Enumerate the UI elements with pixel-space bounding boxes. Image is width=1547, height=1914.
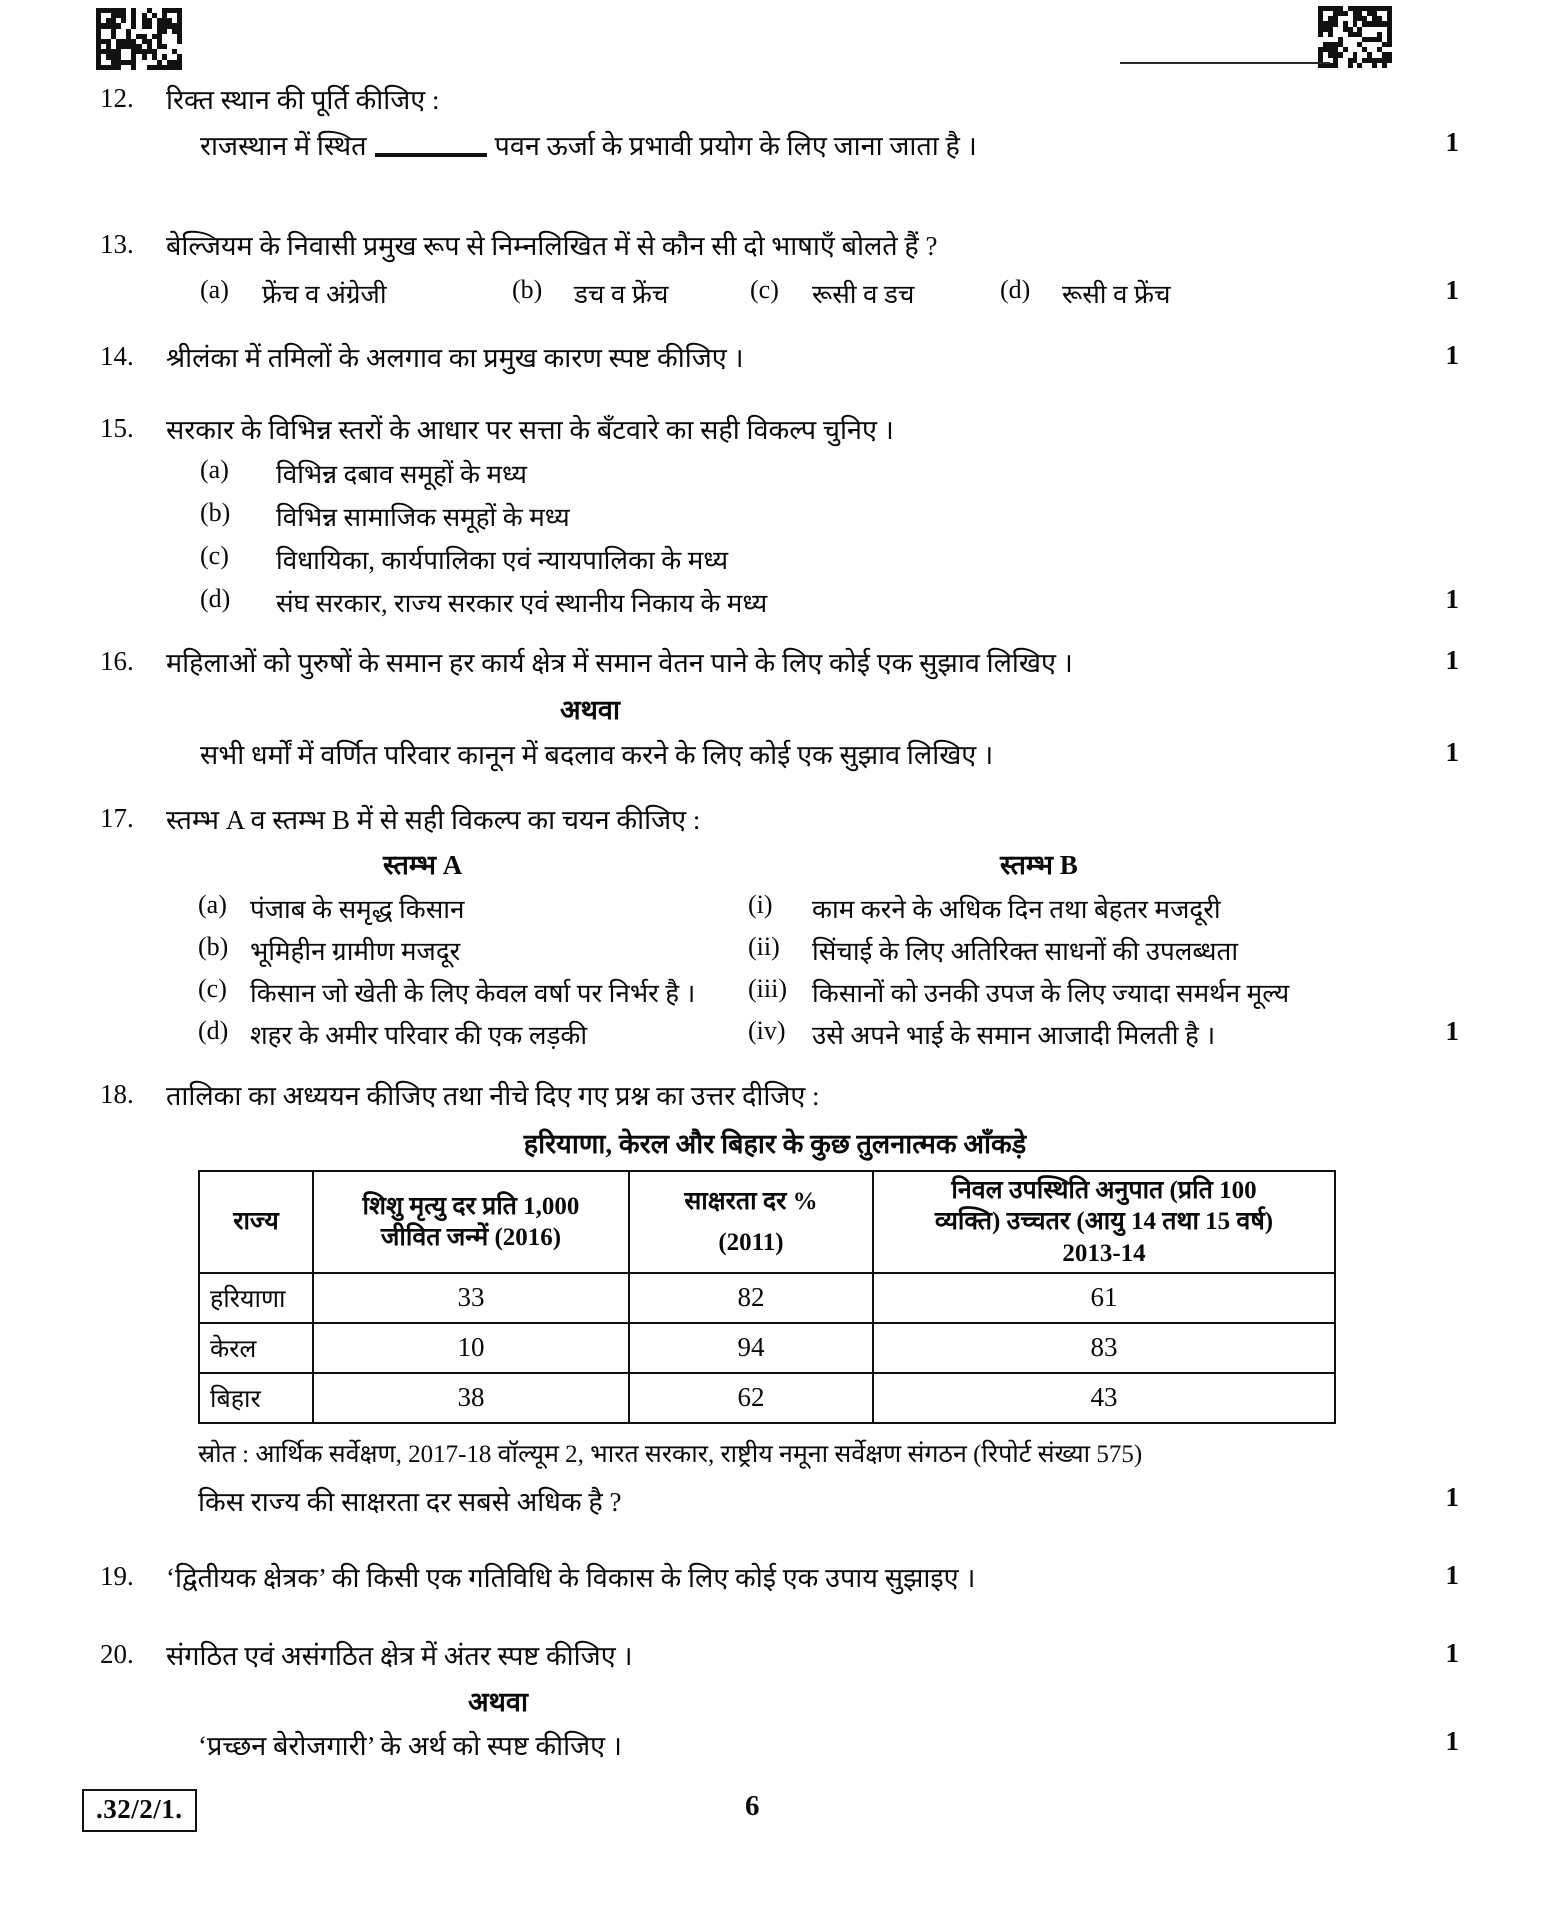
column-a-item-c[interactable]	[198, 974, 695, 1010]
column-b-item-i[interactable]	[748, 890, 1221, 926]
header-net-attendance	[873, 1171, 1335, 1273]
question-13-option-d[interactable]	[1000, 275, 1171, 311]
option-a-text: फ्रेंच व अंग्रेजी	[262, 280, 387, 309]
option-d-text: रूसी व फ्रेंच	[1062, 280, 1171, 309]
question-16-number: 16.	[100, 646, 134, 676]
column-a-label-a: (a)	[198, 890, 227, 919]
column-a-label-c: (c)	[198, 974, 227, 1003]
option-b-text: विभिन्न सामाजिक समूहों के मध्य	[276, 503, 570, 532]
header-imr-line1: शिशु मृत्यु दर प्रति 1,000	[362, 1192, 580, 1220]
column-b-label-ii: (ii)	[748, 932, 780, 961]
question-20-alt-text: ‘प्रच्छन बेरोजगारी’ के अर्थ को स्पष्ट कीजिए ।	[198, 1731, 623, 1761]
column-b-text-iii: किसानों को उनकी उपज के लिए ज्यादा समर्थन मूल्य	[812, 979, 1290, 1008]
header-state: राज्य	[199, 1171, 313, 1273]
option-a-label: (a)	[200, 275, 229, 304]
column-b-text-iv: उसे अपने भाई के समान आजादी मिलती है ।	[812, 1021, 1216, 1050]
cell-imr: 38	[313, 1373, 629, 1423]
column-b-item-iii[interactable]	[748, 974, 1289, 1010]
cell-state: हरियाणा	[199, 1273, 313, 1323]
option-d-label: (d)	[200, 584, 231, 613]
question-14-marks: 1	[1445, 340, 1459, 370]
question-20-alt-marks: 1	[1445, 1726, 1459, 1756]
question-18-number: 18.	[100, 1079, 134, 1109]
question-13-text: बेल्जियम के निवासी प्रमुख रूप से निम्नलिखित में से कौन सी दो भाषाएँ बोलते हैं ?	[166, 231, 938, 261]
cell-literacy: 82	[629, 1273, 873, 1323]
question-20-text: संगठित एवं असंगठित क्षेत्र में अंतर स्पष्ट कीजिए ।	[166, 1641, 633, 1671]
option-c-text: विधायिका, कार्यपालिका एवं न्यायपालिका के मध्य	[276, 546, 729, 575]
question-20-or-label: अथवा	[468, 1687, 528, 1717]
question-13-option-b[interactable]	[512, 275, 668, 311]
question-16-or-label: अथवा	[560, 695, 620, 725]
cell-state: बिहार	[199, 1373, 313, 1423]
paper-code-badge: .32/2/1.	[82, 1789, 197, 1832]
header-spacer	[636, 1217, 866, 1227]
question-19-marks: 1	[1445, 1560, 1459, 1590]
column-a-item-a[interactable]	[198, 890, 464, 926]
option-c-text: रूसी व डच	[812, 280, 915, 309]
column-a-text-a: पंजाब के समृद्ध किसान	[250, 895, 465, 924]
header-literacy-line2: (2011)	[718, 1228, 784, 1256]
column-b-label-i: (i)	[748, 890, 773, 919]
cell-literacy: 94	[629, 1323, 873, 1373]
column-a-item-b[interactable]	[198, 932, 460, 968]
question-13-option-a[interactable]	[200, 275, 387, 311]
question-18	[100, 1078, 820, 1114]
table-header-row	[199, 1171, 1335, 1273]
question-12-blank-prefix: राजस्थान में स्थित	[200, 131, 367, 161]
question-17-text: स्तम्भ A व स्तम्भ B में से सही विकल्प का चयन कीजिए :	[166, 805, 701, 835]
cell-nar: 43	[873, 1373, 1335, 1423]
question-15-option-c[interactable]	[200, 541, 728, 577]
question-20	[100, 1638, 633, 1674]
question-15-text: सरकार के विभिन्न स्तरों के आधार पर सत्ता के बँटवारे का सही विकल्प चुनिए ।	[166, 415, 894, 445]
question-14	[100, 340, 744, 376]
page-number: 6	[745, 1790, 760, 1822]
cell-nar: 83	[873, 1323, 1335, 1373]
question-12	[100, 82, 439, 118]
header-infant-mortality	[313, 1171, 629, 1273]
question-16	[100, 645, 1073, 681]
question-12-marks: 1	[1445, 127, 1459, 157]
column-b-label-iii: (iii)	[748, 974, 787, 1003]
table-row	[199, 1323, 1335, 1373]
question-16-alternative	[200, 737, 993, 773]
header-rule	[1120, 62, 1330, 64]
header-nar-line1: निवल उपस्थिति अनुपात (प्रति 100	[951, 1177, 1257, 1204]
question-16-alt-text: सभी धर्मों में वर्णित परिवार कानून में बदलाव करने के लिए कोई एक सुझाव लिखिए ।	[200, 740, 994, 770]
question-17-marks: 1	[1445, 1016, 1459, 1046]
header-nar-line3: 2013-14	[1062, 1239, 1146, 1267]
question-18-subquestion: किस राज्य की साक्षरता दर सबसे अधिक है ?	[198, 1487, 622, 1517]
table-row	[199, 1373, 1335, 1423]
header-literacy	[629, 1171, 873, 1273]
question-19-text: ‘द्वितीयक क्षेत्रक’ की किसी एक गतिविधि के विकास के लिए कोई एक उपाय सुझाइए ।	[166, 1563, 976, 1593]
question-16-alt-marks: 1	[1445, 737, 1459, 767]
option-a-label: (a)	[200, 455, 229, 484]
question-20-marks: 1	[1445, 1638, 1459, 1668]
cell-literacy: 62	[629, 1373, 873, 1423]
header-nar-line2: व्यक्ति) उच्चतर (आयु 14 तथा 15 वर्ष)	[934, 1208, 1274, 1236]
column-b-item-ii[interactable]	[748, 932, 1238, 968]
header-imr-line2: जीवित जन्में (2016)	[380, 1223, 562, 1251]
question-20-number: 20.	[100, 1639, 134, 1669]
question-12-text: रिक्त स्थान की पूर्ति कीजिए :	[166, 85, 440, 115]
option-b-text: डच व फ्रेंच	[574, 280, 669, 309]
qr-code-left-icon	[96, 8, 182, 70]
question-15-option-b[interactable]	[200, 498, 570, 534]
column-a-text-d: शहर के अमीर परिवार की एक लड़की	[250, 1021, 588, 1050]
question-16-marks: 1	[1445, 645, 1459, 675]
column-b-text-i: काम करने के अधिक दिन तथा बेहतर मजदूरी	[812, 895, 1221, 924]
cell-imr: 33	[313, 1273, 629, 1323]
table-title: हरियाणा, केरल और बिहार के कुछ तुलनात्मक आँकड़े	[523, 1129, 1027, 1159]
question-15	[100, 412, 894, 448]
question-13-number: 13.	[100, 229, 134, 259]
option-a-text: विभिन्न दबाव समूहों के मध्य	[276, 460, 527, 489]
option-d-text: संघ सरकार, राज्य सरकार एवं स्थानीय निकाय के मध्य	[276, 589, 768, 618]
question-12-subtext	[200, 128, 977, 164]
question-17	[100, 802, 700, 838]
question-15-option-a[interactable]	[200, 455, 527, 491]
question-15-number: 15.	[100, 413, 134, 443]
column-b-header: स्तम्भ B	[1000, 850, 1078, 880]
question-17-number: 17.	[100, 803, 134, 833]
option-c-label: (c)	[750, 275, 779, 304]
table-source: स्रोत : आर्थिक सर्वेक्षण, 2017-18 वॉल्यूम 2, भारत सरकार, राष्ट्रीय नमूना सर्वेक्षण संगठन (रिपोर्ट संख्या 575)	[198, 1441, 1143, 1468]
option-d-label: (d)	[1000, 275, 1031, 304]
question-18-text: तालिका का अध्ययन कीजिए तथा नीचे दिए गए प्रश्न का उत्तर दीजिए :	[166, 1081, 820, 1111]
question-14-number: 14.	[100, 341, 134, 371]
question-12-number: 12.	[100, 83, 134, 113]
cell-nar: 61	[873, 1273, 1335, 1323]
column-a-item-d[interactable]	[198, 1016, 587, 1052]
question-18-marks: 1	[1445, 1482, 1459, 1512]
question-19-number: 19.	[100, 1561, 134, 1591]
option-c-label: (c)	[200, 541, 229, 570]
question-14-text: श्रीलंका में तमिलों के अलगाव का प्रमुख कारण स्पष्ट कीजिए ।	[166, 343, 744, 373]
question-15-marks: 1	[1445, 584, 1459, 614]
question-13-option-c[interactable]	[750, 275, 914, 311]
fill-blank-line	[375, 133, 487, 157]
cell-state: केरल	[199, 1323, 313, 1373]
option-b-label: (b)	[200, 498, 231, 527]
question-13	[100, 228, 938, 264]
table-row	[199, 1273, 1335, 1323]
question-16-text: महिलाओं को पुरुषों के समान हर कार्य क्षेत्र में समान वेतन पाने के लिए कोई एक सुझाव लिखिए ।	[166, 648, 1073, 678]
column-b-item-iv[interactable]	[748, 1016, 1215, 1052]
question-19	[100, 1560, 976, 1596]
cell-imr: 10	[313, 1323, 629, 1373]
column-b-text-ii: सिंचाई के लिए अतिरिक्त साधनों की उपलब्धता	[812, 937, 1239, 966]
option-b-label: (b)	[512, 275, 543, 304]
question-12-blank-suffix: पवन ऊर्जा के प्रभावी प्रयोग के लिए जाना जाता है ।	[494, 131, 977, 161]
header-literacy-line1: साक्षरता दर %	[684, 1187, 818, 1215]
column-a-label-d: (d)	[198, 1016, 229, 1045]
comparative-data-table	[198, 1170, 1336, 1424]
question-15-option-d[interactable]	[200, 584, 767, 620]
column-a-text-c: किसान जो खेती के लिए केवल वर्षा पर निर्भर है ।	[250, 979, 696, 1008]
qr-code-right-icon	[1318, 6, 1392, 68]
column-a-header: स्तम्भ A	[383, 850, 463, 880]
column-b-label-iv: (iv)	[748, 1016, 786, 1045]
column-a-text-b: भूमिहीन ग्रामीण मजदूर	[250, 937, 461, 966]
column-a-label-b: (b)	[198, 932, 229, 961]
question-13-marks: 1	[1445, 275, 1459, 305]
